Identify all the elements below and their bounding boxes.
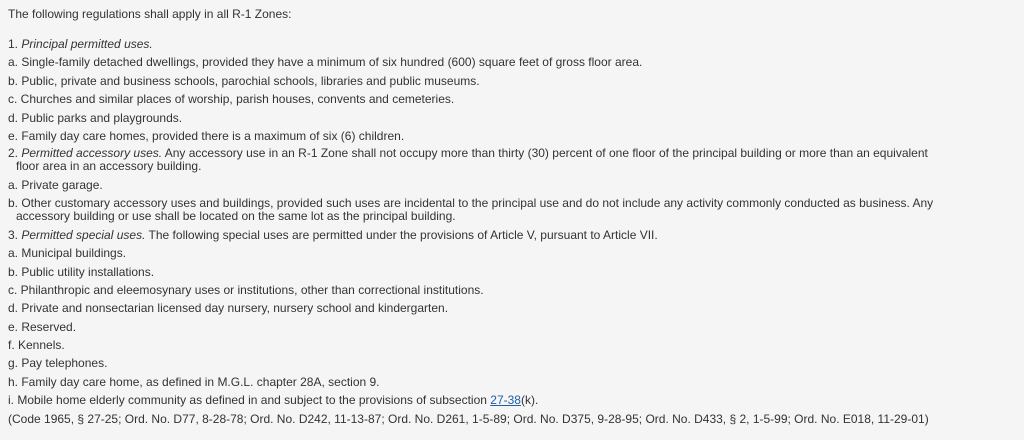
section-2-text-line1: Any accessory use in an R-1 Zone shall not occupy more than thirty (30) percent of one floor of the principal building or more than an equivalent <box>164 146 928 161</box>
spacer <box>8 25 1018 35</box>
section-3-item-f: f. Kennels. <box>8 338 65 353</box>
section-2-heading <box>8 145 1018 176</box>
section-3-heading <box>8 226 1018 244</box>
section-2-item-a: a. Private garage. <box>8 178 103 193</box>
section-2-item-b-line2: accessory building or use shall be located on the same lot as the principal building. <box>16 208 456 223</box>
section-2-item-b <box>8 195 1018 226</box>
section-3-item-b: b. Public utility installations. <box>8 264 155 279</box>
section-1-title: Principal permitted uses. <box>21 37 153 51</box>
section-3-item-h: h. Family day care home, as defined in M.G.L. chapter 28A, section 9. <box>8 374 380 389</box>
history-note: (Code 1965, § 27-25; Ord. No. D77, 8-28-78; Ord. No. D242, 11-13-87; Ord. No. D261, 1-5-89; Ord. No. D375, 9-28-95; Ord. No. D433, § 2, 1-5-99; Ord. No. E018, 11-29-01) <box>8 411 929 426</box>
section-3-item-d: d. Private and nonsectarian licensed day nursery, nursery school and kindergarten. <box>8 301 449 316</box>
section-3-item-i-prefix: i. Mobile home elderly community as defined in and subject to the provisions of subsection <box>8 393 491 408</box>
section-2-item-b-line1: b. Other customary accessory uses and buildings, provided such uses are incidental to the principal use and do not include any activity commonly conducted as business. Any <box>8 195 934 210</box>
section-2-text-line2: floor area in an accessory building. <box>16 159 202 174</box>
section-3-item-c: c. Philanthropic and eleemosynary uses or institutions, other than correctional institutions. <box>8 282 484 297</box>
section-1-item-a: a. Single-family detached dwellings, provided they have a minimum of six hundred (600) square feet of gross floor area. <box>8 55 643 70</box>
section-3-item-i <box>8 391 1018 409</box>
section-2-number: 2. <box>8 146 19 161</box>
section-3-item-e: e. Reserved. <box>8 319 77 334</box>
intro-text: The following regulations shall apply in all R-1 Zones: <box>8 7 292 21</box>
section-2-title: Permitted accessory uses. <box>21 146 163 161</box>
section-1-item-d: d. Public parks and playgrounds. <box>8 110 183 125</box>
section-1-item-b: b. Public, private and business schools, parochial schools, libraries and public museums. <box>8 73 480 88</box>
section-1-number: 1. <box>8 37 19 51</box>
section-1-item-e: e. Family day care homes, provided there is a maximum of six (6) children. <box>8 128 405 143</box>
regulations-document <box>8 0 1018 428</box>
section-1-item-c: c. Churches and similar places of worship, parish houses, convents and cemeteries. <box>8 92 455 107</box>
section-3-item-a: a. Municipal buildings. <box>8 246 127 261</box>
section-1-heading <box>8 35 1018 53</box>
subsection-27-38-link[interactable]: 27-38 <box>490 393 521 408</box>
section-3-item-g: g. Pay telephones. <box>8 356 108 371</box>
section-3-number: 3. <box>8 227 19 242</box>
section-3-item-i-suffix: (k). <box>520 393 539 408</box>
section-3-text: The following special uses are permitted under the provisions of Article V, pursuant to Article VII. <box>148 227 658 242</box>
section-3-title: Permitted special uses. <box>21 227 146 242</box>
